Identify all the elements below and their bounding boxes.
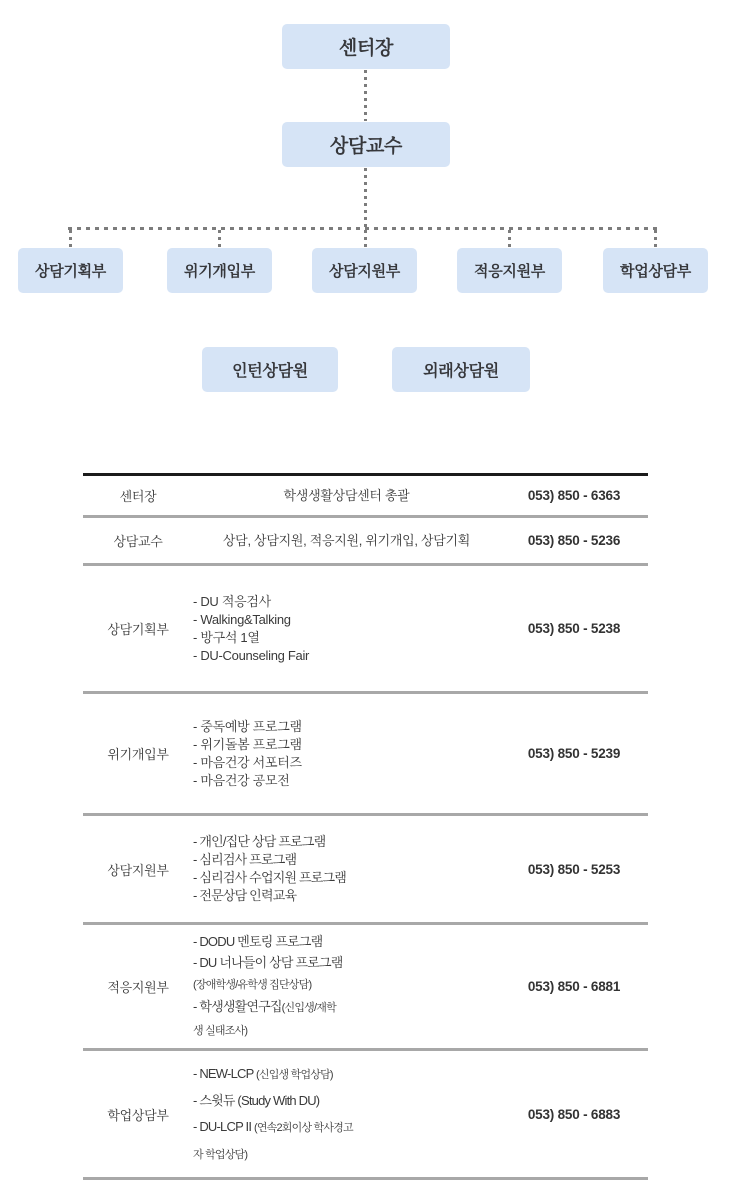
org-node-dept-academic: 학업상담부 [603,248,708,293]
dept-name: 상담기획부 [107,622,169,637]
phone-number: 053) 850 - 6883 [527,1106,621,1122]
program-line: - 마음건강 서포터즈 [193,754,302,770]
contact-table [83,473,648,1180]
dept-name: 상담지원부 [107,862,169,878]
program-line: 생 실태조사) [193,1025,248,1037]
org-chart [0,0,730,473]
program-line: - 위기돌봄 프로그램 [193,736,302,752]
program-line: - 스윗듀 (Study With DU) [193,1092,320,1108]
connector-stub-3 [364,230,367,248]
contact-table-body [83,475,648,1179]
program-line: - Walking&Talking [193,611,291,627]
dept-description [193,693,500,815]
table-row [83,517,648,565]
program-line: - 방구석 1열 [193,629,260,645]
dept-description [193,815,500,924]
dept-name: 센터장 [119,489,157,504]
program-line: - DU-Counseling Fair [193,647,310,663]
dept-description: 상담, 상담지원, 적응지원, 위기개입, 상담기획 [222,532,471,548]
program-line: - DU 너나들이 상담 프로그램 [193,955,343,970]
org-node-dept-adaptation: 적응지원부 [457,248,562,293]
phone-number: 053) 850 - 5253 [527,861,621,877]
program-line: - 중독예방 프로그램 [193,718,302,734]
org-node-dept-planning: 상담기획부 [18,248,123,293]
program-line: - 개인/집단 상담 프로그램 [193,834,326,849]
connector-stub-5 [654,230,657,248]
dept-name: 학업상담부 [107,1107,169,1123]
connector-horizontal-branch [68,227,658,230]
connector-stub-2 [218,230,221,248]
program-line: - 심리검사 프로그램 [193,852,297,867]
connector-stub-4 [508,230,511,248]
dept-name: 적응지원부 [107,980,169,995]
table-row [83,693,648,815]
org-node-intern-counselor: 인턴상담원 [202,347,338,392]
table-row [83,815,648,924]
dept-description [193,924,500,1050]
org-node-visiting-counselor: 외래상담원 [392,347,530,392]
org-node-dept-counsel-support: 상담지원부 [312,248,417,293]
phone-number: 053) 850 - 5238 [527,621,621,636]
program-line: - DODU 멘토링 프로그램 [193,934,323,949]
org-node-professor: 상담교수 [282,122,450,167]
program-line: 자 학업상담) [193,1148,248,1161]
phone-number: 053) 850 - 6363 [527,488,621,503]
program-line: - 전문상담 인력교육 [193,888,297,903]
table-row [83,565,648,693]
phone-number: 053) 850 - 5236 [527,533,621,548]
table-row [83,924,648,1050]
dept-description: 학생생활상담센터 총괄 [283,487,410,503]
program-line: (장애학생/유학생 집단상담) [193,979,312,991]
phone-number: 053) 850 - 6881 [527,979,621,994]
program-line: - 심리검사 수업지원 프로그램 [193,870,347,885]
connector-stub-1 [69,230,72,248]
program-line: - 학생생활연구집(신입생/재학 [193,999,336,1014]
program-line: - NEW-LCP (신입생 학업상담) [193,1065,333,1081]
program-line: - DU-LCP II (연속2회이상 학사경고 [193,1118,353,1134]
connector-director-professor [364,70,367,121]
dept-name: 위기개입부 [107,747,169,762]
phone-number: 053) 850 - 5239 [527,746,621,761]
connector-professor-branch [364,168,367,227]
table-row [83,1050,648,1179]
dept-name: 상담교수 [113,534,163,549]
dept-description [193,1050,500,1179]
org-node-dept-crisis: 위기개입부 [167,248,272,293]
org-node-director: 센터장 [282,24,450,69]
program-line: - DU 적응검사 [193,593,271,609]
table-row [83,475,648,517]
dept-description [193,565,500,693]
program-line: - 마음건강 공모전 [193,772,290,788]
contact-table-wrap [83,473,648,1180]
